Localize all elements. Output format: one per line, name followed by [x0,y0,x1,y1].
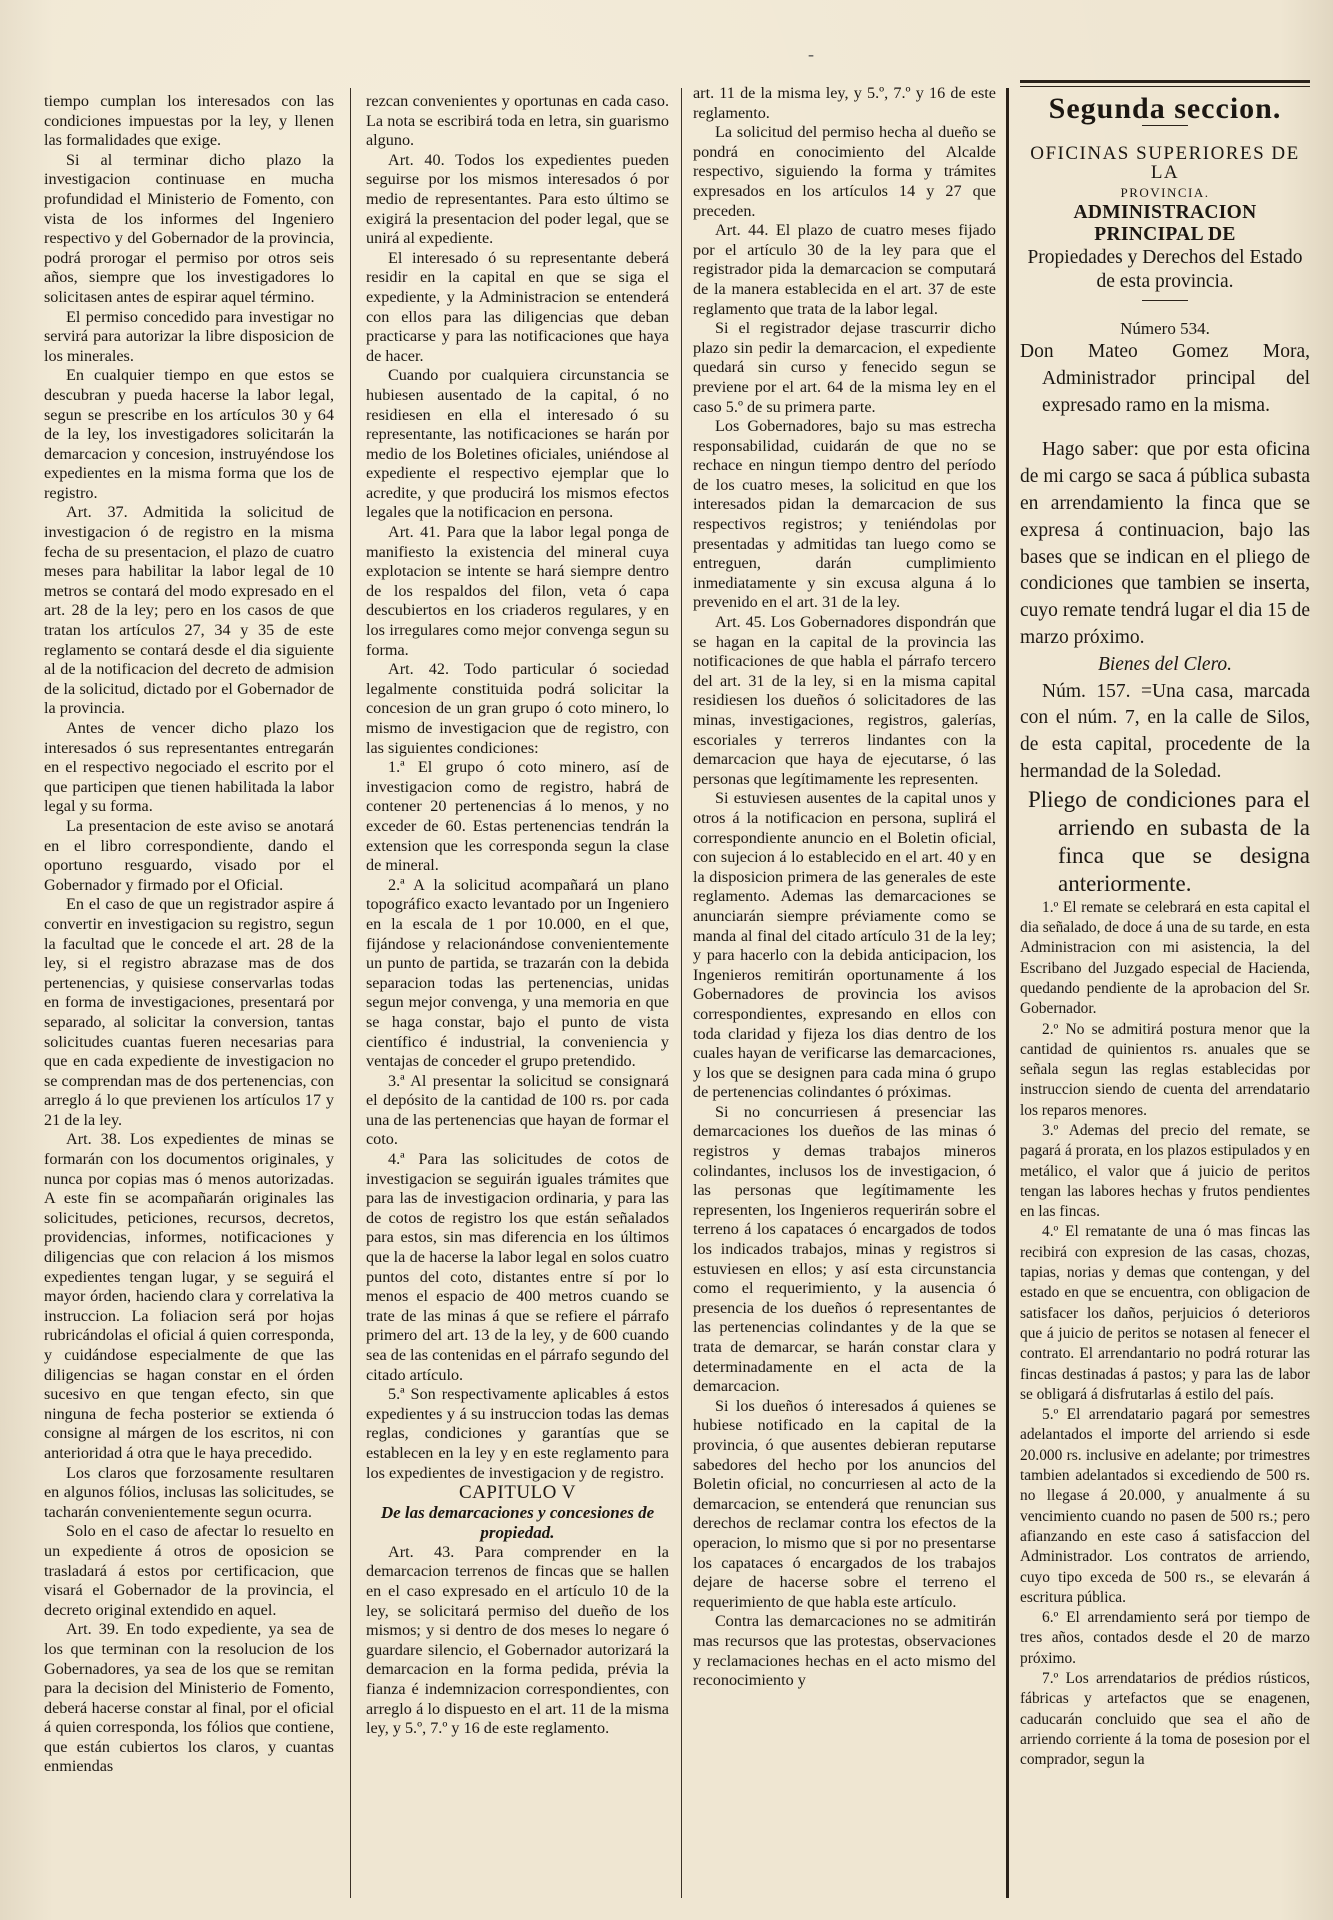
article-paragraph: rezcan convenientes y oportunas en cada caso. La nota se escribirá toda en letra, sin guarismo alguno. [366,92,669,150]
article-paragraph: 4.ª Para las solicitudes de cotos de investigacion se seguirán iguales trámites que para las de investigacion ordinaria, y para las de cotos de registro los que están señalados para estos, sin mas diferencia en los últimos que la de hacerse la labor legal en solos cuatro puntos del coto, distantes entre sí por lo menos el espacio de 400 metros cuando se trate de las minas á que se refiere el párrafo primero del art. 13 de la ley, y de 600 cuando sea de las contenidas en el párrafo segundo del citado artículo. [366,1150,669,1384]
article-paragraph: 3.ª Al presentar la solicitud se consignará el depósito de la cantidad de 100 rs. por cada una de las pertenencias que hayan de formar el coto. [366,1071,669,1149]
article-paragraph: 5.ª Son respectivamente aplicables á estos expedientes y á su instruccion todas las demas reglas, condiciones y garantías que se establecen en la ley y en este reglamento para los expedientes de investigacion y de registro. [366,1385,669,1482]
article-paragraph: La solicitud del permiso hecha al dueño se pondrá en conocimiento del Alcalde respectivo, siguiendo la forma y trámites expresados en los artículos 14 y 27 que preceden. [693,123,996,220]
short-rule [1142,300,1188,301]
article-paragraph: tiempo cumplan los interesados con las condiciones impuestas por la ley, y llenen las formalidades que exige. [44,92,334,150]
article-paragraph: Si al terminar dicho plazo la investigacion continuase en mucha profundidad el Ministerio de Fomento, con vista de los informes del Ingeniero respectivo y del Gobernador de la provincia, podrá prorogar el permiso por otros seis años, siempre que los investigadores lo solicitasen antes de espirar aquel término. [44,150,334,306]
article-paragraph: En el caso de que un registrador aspire á convertir en investigacion su registro, segun la facultad que le concede el art. 28 de la ley, si el registro abrazase mas de dos pertenencias, y quisiese conservarlas todas en forma de investigaciones, presentará por separado, al solicitar la conversion, tantas solicitudes cuantas fueren necesarias para que en cada expediente de investigacion no se comprendan mas de dos pertenencias, con arreglo á lo que previenen los artículos 17 y 21 de la ley. [44,895,334,1129]
article-paragraph: Art. 43. Para comprender en la demarcacion terrenos de fincas que se hallen en el caso expresado en el artículo 10 de la ley, se solicitará permiso del dueño de los mismos; y si dentro de dos meses lo negare ó guardare silencio, el Gobernador autorizará la demarcacion en la forma pedida, prévia la fianza é indemnizacion correspondientes, con arreglo á lo dispuesto en el art. 11 de la misma ley, y 5.º, 7.º y 16 de este reglamento. [366,1542,669,1738]
article-paragraph: Antes de vencer dicho plazo los interesados ó sus representantes entregarán en el respectivo negociado el escrito por el que participen que tienen habilitada la labor legal y su forma. [44,719,334,816]
article-paragraph: Si el registrador dejase trascurrir dicho plazo sin pedir la demarcacion, el expediente quedará sin curso y fenecido segun se previene por el art. 64 de la misma ley en el caso 5.º de su primera parte. [693,319,996,416]
article-paragraph: Art. 39. En todo expediente, ya sea de los que terminan con la resolucion de los Gobernadores, ya sea de los que se remitan para la decision del Ministerio de Fomento, deberá hacerse constar al final, por el oficial á quien corresponda, los fólios que contiene, que están cubiertos los claros, y cuantas enmiendas [44,1620,334,1776]
property-item: Núm. 157. =Una casa, marcada con el núm. 7, en la calle de Silos, de esta capital, procedente de la hermandad de la Soledad. [1020,680,1310,782]
article-paragraph: Si los dueños ó interesados á quienes se hubiese notificado en la capital de la provincia, ó que ausentes debieran reputarse sabedores del hecho por los anuncios del Boletin oficial, no concurriesen al acto de la demarcacion, se entenderá que renuncian sus derechos de reclamar contra los efectos de la operacion, lo mismo que si por no presentarse los capataces ó encargados de los trabajos dejare de hacerse sobre el terreno el requerimiento de que habla este artículo. [693,1396,996,1611]
bienes-heading: Bienes del Clero. [1097,653,1233,675]
office-heading-line2: PROVINCIA. [1120,184,1210,200]
official-name: Don Mateo Gomez Mora, Administrador principal del expresado ramo en la misma. [1020,340,1310,416]
conditions-heading: Pliego de condiciones para el arriendo en subasta de la finca que se designa anteriormente. [1028,786,1310,896]
article-paragraph: Los Gobernadores, bajo su mas estrecha responsabilidad, cuidarán de que no se rechace en ningun tiempo dentro del período de los cuatro meses, la solicitud en que los interesados pidan la demarcacion de sus respectivos registros; y teniéndolas por presentadas y admitidas tan luego como se entreguen, darán cumplimiento inmediatamente y sin excusa alguna á lo prevenido en el art. 31 de la ley. [693,417,996,612]
condition-item: 3.º Ademas del precio del remate, se pagará á prorata, en los plazos estipulados y en metálico, el valor que á juicio de peritos tengan las labores hechas y frutos pendientes en las fincas. [1020,1121,1310,1221]
article-paragraph: El interesado ó su representante deberá residir en la capital en que se siga el expediente, y la Administracion se entenderá con ellos para las diligencias que deban practicarse y para las notificaciones que haya de hacer. [366,248,669,365]
admin-heading: ADMINISTRACION PRINCIPAL DE [1073,202,1257,246]
article-paragraph: Solo en el caso de afectar lo resuelto en un expediente á otros de oposicion se trasladará á estos por certificacion, que visará el Gobernador de la provincia, el decreto original extendido en aquel. [44,1522,334,1619]
article-paragraph: Art. 37. Admitida la solicitud de investigacion ó de registro en la misma fecha de su presentacion, el plazo de cuatro meses para habilitar la labor legal de 10 metros se contará del modo expresado en el art. 28 de la ley; pero en los casos de que tratan los artículos 27, 34 y 35 de este reglamento se contará desde el dia siguiente al de la notificacion del decreto de admision de la solicitud, dictado por el Gobernador de la provincia. [44,503,334,718]
column-4 [1020,80,1310,1890]
article-paragraph: El permiso concedido para investigar no servirá para autorizar la libre disposicion de los minerales. [44,307,334,365]
chapter-heading: CAPITULO V [458,1482,577,1504]
column-divider-thick [1006,88,1009,1898]
column-2 [366,92,669,1902]
article-paragraph: Los claros que forzosamente resultaren en algunos fólios, inclusas las solicitudes, se tacharán convenientemente segun ocurra. [44,1463,334,1521]
article-paragraph: art. 11 de la misma ley, y 5.º, 7.º y 16 de este reglamento. [693,84,996,122]
section-title: Segunda seccion. [1048,92,1282,125]
article-paragraph: En cualquier tiempo en que estos se descubran y pueda hacerse la labor legal, segun se prescribe en los artículos 30 y 64 de la ley, los investigadores solicitarán la demarcacion y concesion, instruyéndose los expedientes en la misma forma que los de registro. [44,366,334,502]
article-paragraph: Art. 41. Para que la labor legal ponga de manifiesto la existencia del mineral cuya explotacion se intente se hará siempre dentro de los respaldos del filon, veta ó capa descubiertos en los criaderos regulares, y en los irregulares como mejor convenga segun su forma. [366,523,669,659]
print-mark: - [808,44,814,64]
admin-subheading: Propiedades y Derechos del Estado de esta provincia. [1027,247,1303,293]
office-heading: OFICINAS SUPERIORES DE LA [1030,142,1300,184]
condition-item: 1.º El remate se celebrará en esta capital el dia señalado, de doce á una de su tarde, en esta Administracion con mi asistencia, la del Escribano del Juzgado especial de Hacienda, quedando pendiente de la aprobacion del Sr. Gobernador. [1020,898,1310,1018]
article-paragraph: 2.ª A la solicitud acompañará un plano topográfico exacto levantado por un Ingeniero en la escala de 1 por 10.000, en el que, fijándose y relacionándose convenientemente un punto de partida, se trazarán con la debida separacion todas las pertenencias, unidas segun mejor convenga, y una memoria en que se haga constar, bajo el punto de vista científico é industrial, la conveniencia y ventajas de conceder el grupo pretendido. [366,875,669,1071]
notice-body [1020,339,1310,786]
header-rule [1020,80,1310,83]
conditions-list [1020,898,1310,1771]
column-3 [693,84,996,1894]
article-paragraph: Si no concurriesen á presenciar las demarcaciones los dueños de las minas ó registros y demas trabajos mineros colindantes, inclusos los de investigacion, ó las personas que legítimamente les representen, los Ingenieros requerirán sobre el terreno á los capataces ó encargados de todos los indicados trabajos, minas y registros si estuviesen en ellos; y así esta circunstancia como el requerimiento, y la ausencia ó presencia de los dueños ó representantes de las pertenencias colindantes y de la que se trata de demarcar, se harán constar clara y determinadamente en el acta de la demarcacion. [693,1102,996,1396]
column-divider [681,88,682,1898]
condition-item: 5.º El arrendatario pagará por semestres adelantados el importe del arriendo si esde 20.000 rs. inclusive en adelante; por trimestres tambien adelantados si excediendo de 500 rs. no llegase á 20.000, y anualmente á su vencimiento cuando no pasen de 500 rs.; pero afianzando en este caso á satisfaccion del Administrador. Los contratos de arriendo, cuyo tipo exceda de 500 rs., se elevarán á escritura pública. [1020,1406,1310,1606]
header-rule [1020,86,1310,87]
article-paragraph: Cuando por cualquiera circunstancia se hubiesen ausentado de la capital, ó no residiesen en ella el interesado ó su representante, las notificaciones se harán por medio de los Boletines oficiales, uniéndose al expediente el respectivo ejemplar que lo acredite, y que producirá los mismos efectos legales que la notificacion en persona. [366,366,669,522]
article-paragraph: Art. 45. Los Gobernadores dispondrán que se hagan en la capital de la provincia las notificaciones de que habla el párrafo tercero del art. 31 de la ley, si en la misma capital residiesen los dueños ó solicitadores de las minas, investigaciones, registros, galerías, escoriales y terreros lindantes con la demarcacion que haya de ejecutarse, ó las personas que legítimamente les representen. [693,613,996,788]
article-paragraph: Art. 38. Los expedientes de minas se formarán con los documentos originales, y nunca por copias mas ó menos autorizadas. A este fin se acompañarán originales las solicitudes, peticiones, recursos, decretos, providencias, informes, notificaciones y diligencias que con relacion á los mismos expedientes tengan lugar, y se seguirá el mayor órden, haciendo clara y correlativa la instruccion. La foliacion será por hojas rubricándolas el oficial á quien corresponda, y cuidándose especialmente de que las diligencias se hagan constar en el órden sucesivo en que tengan efecto, sin que ninguna de fecha posterior se extienda ó consigne al márgen de los escritos, ni con anterioridad á otra que le haya precedido. [44,1130,334,1462]
condition-item: 4.º El rematante de una ó mas fincas las recibirá con expresion de las casas, chozas, tapias, norias y demas que contengan, y del estado en que se encuentra, con obligacion de satisfacer los daños, perjuicios ó deterioros que á juicio de peritos se notasen al fenecer el contrato. El arrendantario no podrá roturar las fincas destinadas á pastos; y para las de labor se obligará á disfrutarlas á estilo del país. [1020,1223,1310,1403]
condition-item: 2.º No se admitirá postura menor que la cantidad de quinientos rs. anuales que se señala segun las reglas establecidas por instruccion siendo de cuenta del arrendatario los reparos menores. [1020,1020,1310,1119]
condition-item: 7.º Los arrendatarios de prédios rústicos, fábricas y artefactos que se enagenen, caducarán concluido que sea el año de arriendo corriente á la toma de posesion por el comprador, segun la [1020,1670,1310,1769]
article-paragraph: Art. 40. Todos los expedientes pueden seguirse por los mismos interesados ó por medio de representantes. Para esto último se exigirá la presentacion del poder legal, que se unirá al expediente. [366,150,669,248]
notice-text: Hago saber: que por esta oficina de mi cargo se saca á pública subasta en arrendamiento la finca que se expresa á continuacion, bajo las bases que se indican en el pliego de condiciones que tambien se inserta, cuyo remate tendrá lugar el dia 15 de marzo próximo. [1020,439,1310,648]
article-paragraph: Art. 42. Todo particular ó sociedad legalmente constituida podrá solicitar la concesion de un gran grupo ó coto minero, lo mismo de investigacion que de registro, con las siguientes condiciones: [366,660,669,757]
article-paragraph: Si estuviesen ausentes de la capital unos y otros á la notificacion en persona, suplirá el correspondiente anuncio en el Boletin oficial, con sujecion á lo establecido en el art. 40 y en la disposicion primera de las generales de este reglamento. Ademas las demarcaciones se anunciarán siempre préviamente como se manda al final del citado artículo 31 de la ley; y para hacerlo con la debida anticipacion, los Ingenieros remitirán oportunamente á los Gobernadores de provincia los avisos correspondientes, expresando en ellos con toda claridad y fijeza los dias dentro de los cuales hayan de verificarse las demarcaciones, y los que se designen para cada mina ó grupo de pertenencias colindantes ó próximas. [693,789,996,1102]
column-divider [350,88,351,1898]
article-paragraph: 1.ª El grupo ó coto minero, así de investigacion como de registro, habrá de contener 20 pertenencias á lo menos, y no exceder de 60. Estas pertenencias tendrán la extension que les corresponda segun la clase de mineral. [366,758,669,875]
article-paragraph: Contra las demarcaciones no se admitirán mas recursos que las protestas, observaciones y reclamaciones hechas en el acto mismo del reconocimiento y [693,1612,996,1690]
notice-number: Número 534. [1120,319,1210,339]
condition-item: 6.º El arrendamiento será por tiempo de tres años, contados desde el 20 de marzo próximo. [1020,1609,1310,1667]
article-paragraph: Art. 44. El plazo de cuatro meses fijado por el artículo 30 de la ley para que el registrador pida la demarcacion se computará de la manera establecida en el art. 37 de este reglamento que trata de la labor legal. [693,221,996,318]
column-1 [44,92,334,1902]
chapter-subtitle: De las demarcaciones y concesiones de propiedad. [380,1502,655,1542]
article-paragraph: La presentacion de este aviso se anotará en el libro correspondiente, dando el oportuno resguardo, visado por el Gobernador y firmado por el Oficial. [44,816,334,894]
